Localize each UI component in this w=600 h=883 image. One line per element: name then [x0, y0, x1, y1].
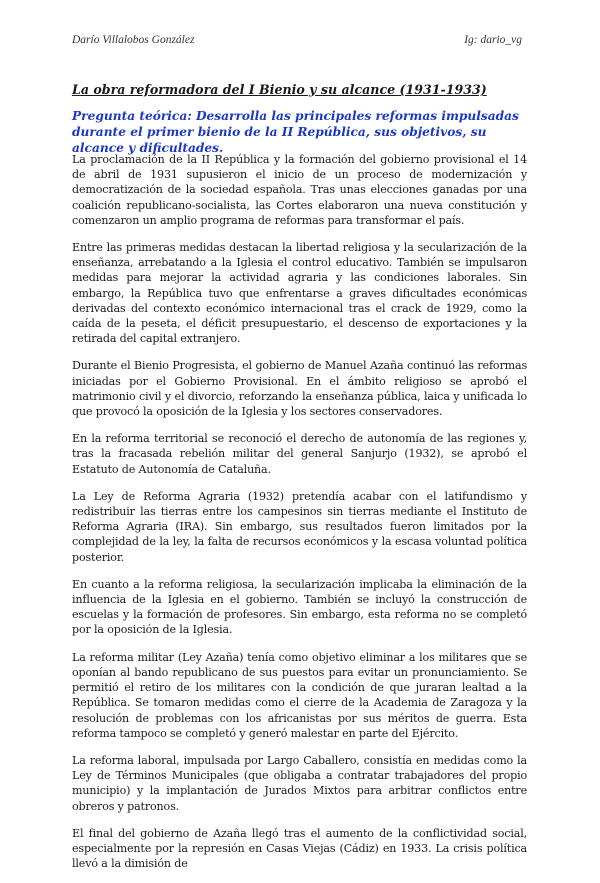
header-author: Darío Villalobos González [72, 34, 195, 46]
paragraph-agrarian-reform: La Ley de Reforma Agraria (1932) pretendía acabar con el latifundismo y redistribuir las tierras entre los campesinos sin tierras mediante el Instituto de Reforma Agraria (IRA). Sin embargo, sus resultados fueron limitados por la complejidad de la ley, la falta de recursos económicos y la escasa voluntad política posterior. [72, 489, 527, 564]
paragraph-territorial-reform: En la reforma territorial se reconoció el derecho de autonomía de las regiones y, tras la fracasada rebelión militar del general Sanjurjo (1932), se aprobó el Estatuto de Autonomía de Cataluña. [72, 432, 527, 476]
theoretical-question: Pregunta teórica: Desarrolla las principales reformas impulsadas durante el primer bienio de la II República, sus objetivos, su alcance y dificultades. [72, 109, 519, 155]
paragraph-labour-reform: La reforma laboral, impulsada por Largo Caballero, consistía en medidas como la Ley de Términos Municipales (que obligaba a contratar trabajadores del propio municipio) y la implantación de Jurados Mixtos para arbitrar conflictos entre obreros y patronos. [72, 753, 527, 813]
header-handle: Ig: dario_vg [464, 34, 522, 46]
document-title: La obra reformadora del I Bienio y su alcance (1931-1933) [72, 82, 487, 97]
paragraph-progressive-biennium: Durante el Bienio Progresista, el gobierno de Manuel Azaña continuó las reformas iniciadas por el Gobierno Provisional. En el ámbito religioso se aprobó el matrimonio civil y el divorcio, reforzando la enseñanza pública, laica y unificada lo que provocó la oposición de la Iglesia y los sectores conservadores. [72, 359, 527, 419]
body-text [72, 152, 527, 883]
paragraph-religious-reform: En cuanto a la reforma religiosa, la secularización implicaba la eliminación de la influencia de la Iglesia en el gobierno. También se incluyó la construcción de escuelas y la formación de profesores. Sin embargo, esta reforma no se completó por la oposición de la Iglesia. [72, 577, 527, 637]
paragraph-first-measures: Entre las primeras medidas destacan la libertad religiosa y la secularización de la enseñanza, arrebatando a la Iglesia el control educativo. También se impulsaron medidas para mejorar la actividad agraria y las condiciones laborales. Sin embargo, la República tuvo que enfrentarse a graves dificultades económicas derivadas del contexto económico internacional tras el crack de 1929, como la caída de la peseta, el déficit presupuestario, el descenso de exportaciones y la retirada del capital extranjero. [72, 241, 527, 346]
paragraph-proclamation: La proclamación de la II República y la formación del gobierno provisional el 14 de abril de 1931 supusieron el inicio de un proceso de modernización y democratización de la sociedad española. Tras unas elecciones ganadas por una coalición republicano-socialista, las Cortes elaboraron una nueva constitución y comenzaron un amplio programa de reformas para transformar el país. [72, 153, 527, 227]
paragraph-end-of-government: El final del gobierno de Azaña llegó tras el aumento de la conflictividad social, especialmente por la represión en Casas Viejas (Cádiz) en 1933. La crisis política llevó a la dimisión de [72, 826, 527, 871]
paragraph-military-reform: La reforma militar (Ley Azaña) tenía como objetivo eliminar a los militares que se oponían al bando republicano de sus puestos para evitar un pronunciamiento. Se permitió el retiro de los militares con la condición de que juraran lealtad a la República. Se tomaron medidas como el cierre de la Academia de Zaragoza y la resolución de problemas con los africanistas por sus méritos de guerra. Esta reforma tampoco se completó y generó malestar en parte del Ejército. [72, 650, 527, 740]
